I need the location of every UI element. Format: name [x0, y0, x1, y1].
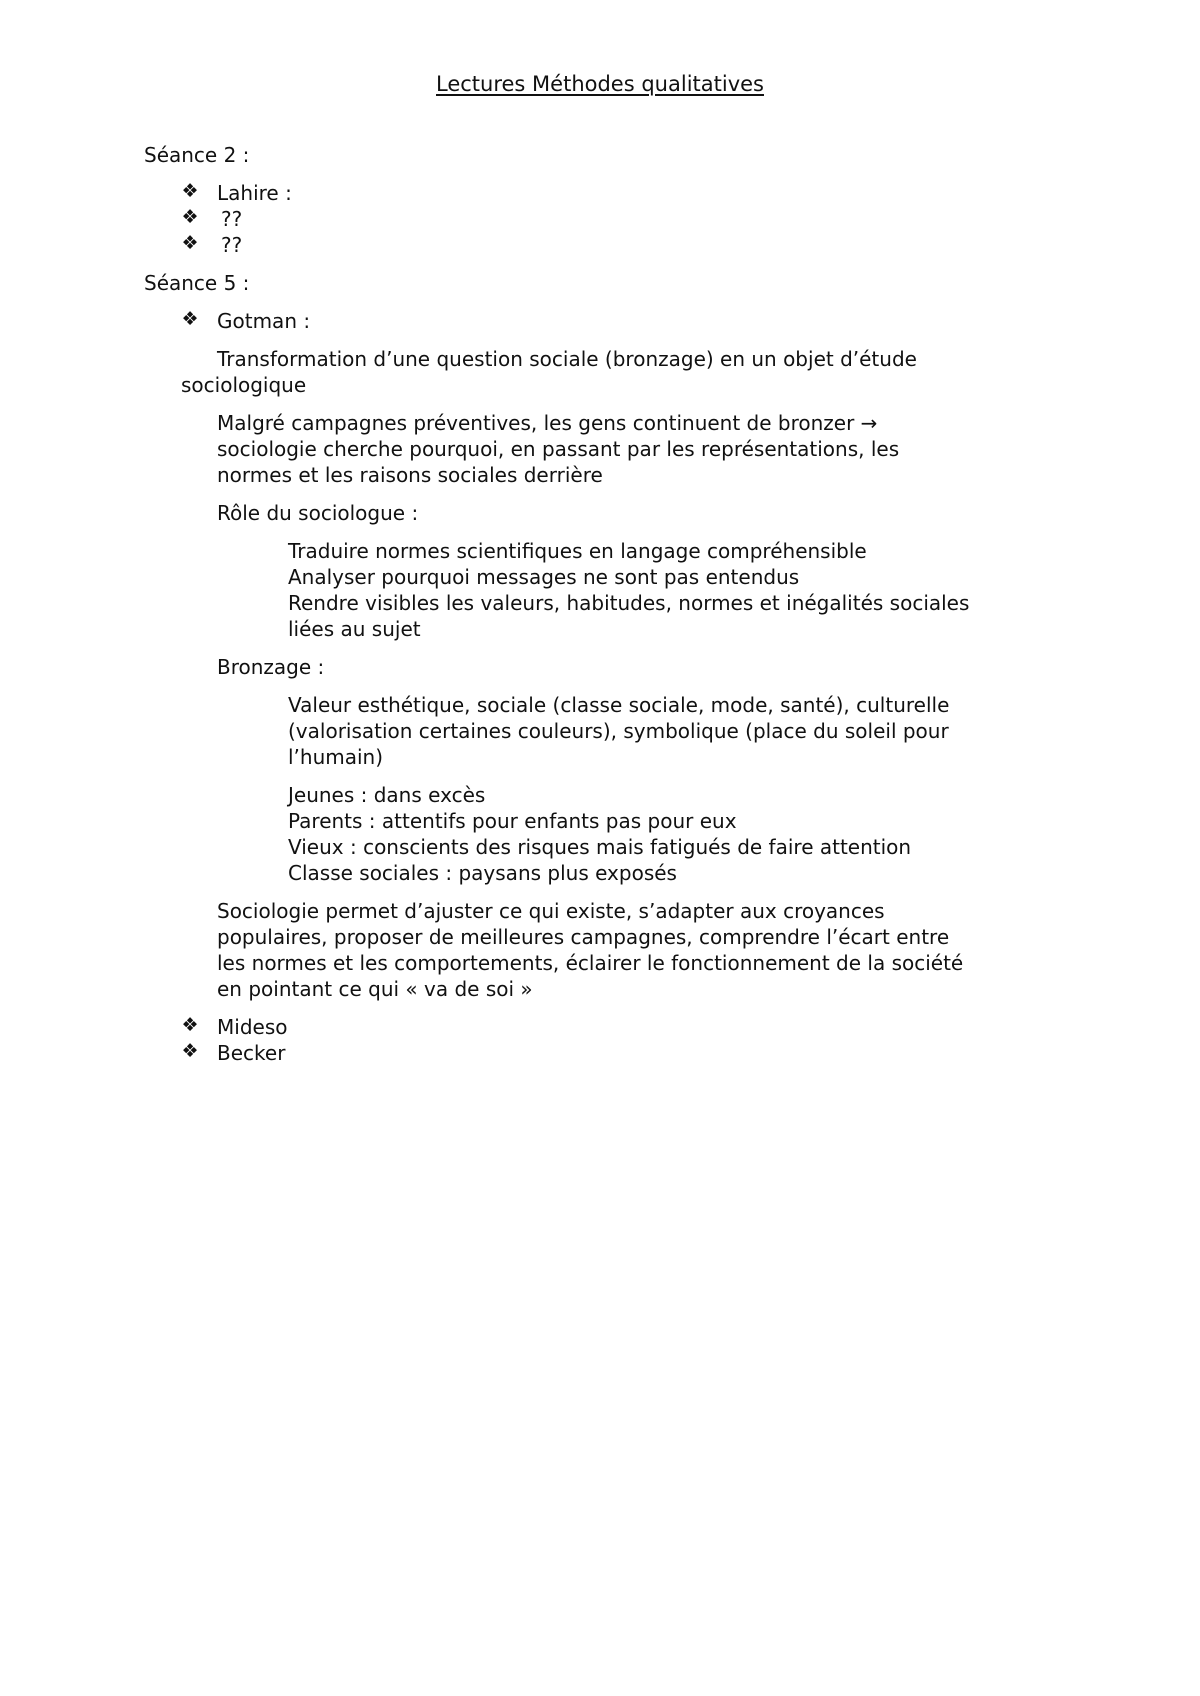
list-item-author: Gotman :	[217, 309, 311, 333]
diamond-bullet-icon: ❖	[181, 1014, 199, 1036]
paragraph-line: en pointant ce qui « va de soi »	[217, 977, 533, 1001]
paragraph-line: Vieux : conscients des risques mais fatigués de faire attention	[288, 835, 912, 859]
list-item: ??	[221, 207, 243, 231]
document-title: Lectures Méthodes qualitatives	[436, 72, 764, 96]
diamond-bullet-icon: ❖	[181, 308, 199, 330]
paragraph-line: sociologie cherche pourquoi, en passant par les représentations, les	[217, 437, 900, 461]
paragraph-line: Malgré campagnes préventives, les gens continuent de bronzer →	[217, 411, 878, 435]
paragraph-line: Parents : attentifs pour enfants pas pour eux	[288, 809, 737, 833]
list-item: Becker	[217, 1041, 286, 1065]
paragraph-line: Transformation d’une question sociale (bronzage) en un objet d’étude	[217, 347, 917, 371]
paragraph-line: Jeunes : dans excès	[288, 783, 486, 807]
list-item: ??	[221, 233, 243, 257]
paragraph-line: l’humain)	[288, 745, 384, 769]
paragraph-line: sociologique	[181, 373, 307, 397]
subheading-bronzage: Bronzage :	[217, 655, 325, 679]
session-5-heading: Séance 5 :	[144, 271, 250, 295]
list-item: Mideso	[217, 1015, 288, 1039]
paragraph-line: Valeur esthétique, sociale (classe sociale, mode, santé), culturelle	[288, 693, 950, 717]
list-item: Lahire :	[217, 181, 292, 205]
diamond-bullet-icon: ❖	[181, 206, 199, 228]
paragraph-line: Classe sociales : paysans plus exposés	[288, 861, 677, 885]
paragraph-line: Traduire normes scientifiques en langage compréhensible	[288, 539, 867, 563]
paragraph-line: Sociologie permet d’ajuster ce qui existe, s’adapter aux croyances	[217, 899, 885, 923]
paragraph-line: liées au sujet	[288, 617, 421, 641]
paragraph-line: normes et les raisons sociales derrière	[217, 463, 603, 487]
paragraph-line: populaires, proposer de meilleures campagnes, comprendre l’écart entre	[217, 925, 950, 949]
subheading-role: Rôle du sociologue :	[217, 501, 419, 525]
diamond-bullet-icon: ❖	[181, 180, 199, 202]
paragraph-line: Analyser pourquoi messages ne sont pas entendus	[288, 565, 800, 589]
paragraph-line: Rendre visibles les valeurs, habitudes, normes et inégalités sociales	[288, 591, 970, 615]
session-2-heading: Séance 2 :	[144, 143, 250, 167]
paragraph-line: (valorisation certaines couleurs), symbolique (place du soleil pour	[288, 719, 949, 743]
diamond-bullet-icon: ❖	[181, 1040, 199, 1062]
diamond-bullet-icon: ❖	[181, 232, 199, 254]
paragraph-line: les normes et les comportements, éclairer le fonctionnement de la société	[217, 951, 964, 975]
